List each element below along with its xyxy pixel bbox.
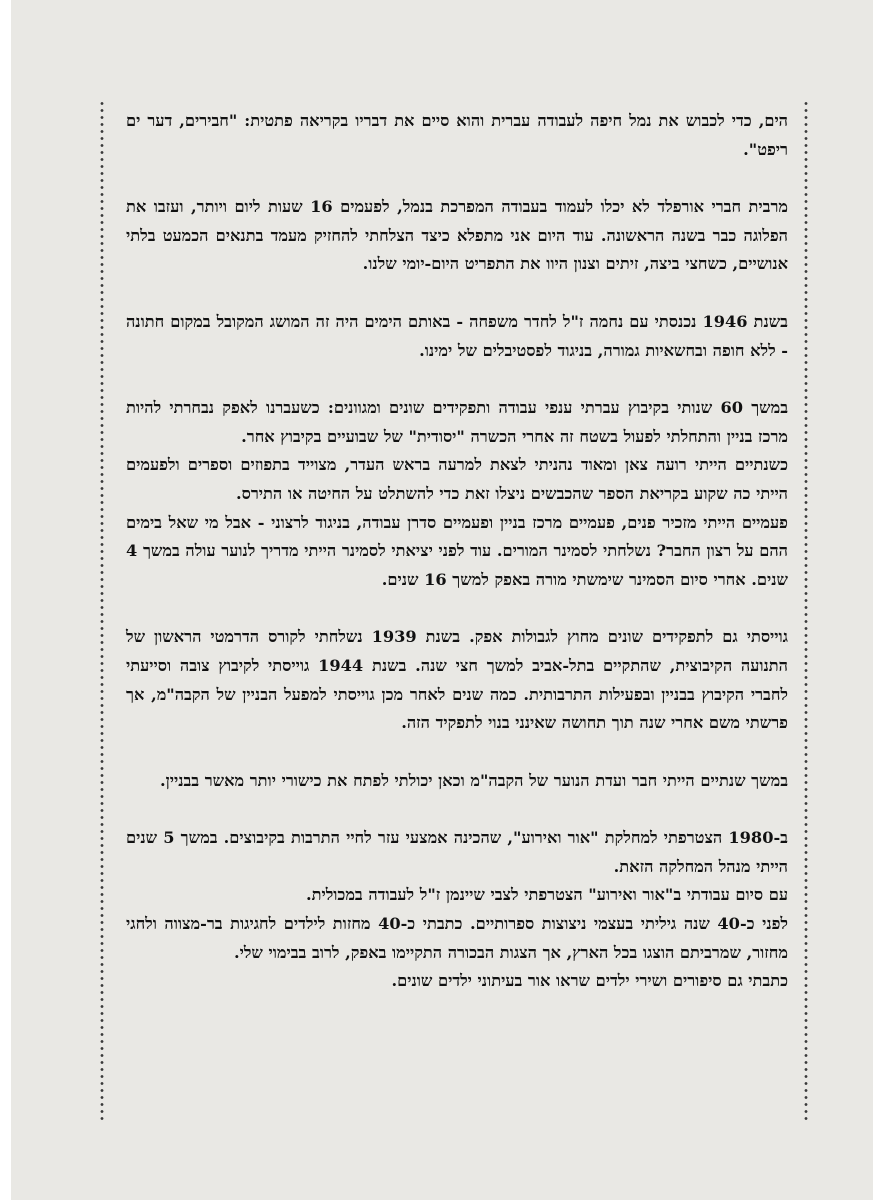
paper-sheet <box>11 0 873 1200</box>
paragraph: במשך שנתיים הייתי חבר ועדת הנוער של הקבה"מ וכאן יכולתי לפתח את כישורי יותר מאשר בבניין. <box>159 770 788 790</box>
paragraph: לפני כ-40 שנה גיליתי בעצמי ניצוצות ספרותיים. כתבתי כ-40 מחזות לילדים לחגיגות בר-מצווה ולחגי מחזור, שמרביתם הוצגו בכל הארץ, אך הצגות הבכורה התקיימו באפק, לרוב בבימוי שלי. <box>126 914 788 962</box>
paragraph: ב-1980 הצטרפתי למחלקת "אור ואירוע", שהכינה אמצעי עזר לחיי התרבות בקיבוצים. במשך 5 שנים הייתי מנהל המחלקה הזאת. <box>126 828 788 876</box>
decorative-dotted-border-left <box>99 100 105 1120</box>
paragraph: כתבתי גם סיפורים ושירי ילדים שראו אור בעיתוני ילדים שונים. <box>391 971 788 991</box>
paragraph-gap <box>126 795 788 824</box>
paragraph-gap <box>126 164 788 193</box>
paragraph: הים, כדי לכבוש את נמל חיפה לעבודה עברית והוא סיים את דבריו בקריאה פתטית: "חבירים, דער ים ריפט". <box>126 111 788 159</box>
paragraph: עם סיום עבודתי ב"אור ואירוע" הצטרפתי לצבי שיינמן ז"ל לעבודה במכולית. <box>305 885 788 905</box>
paragraph: כשנתיים הייתי רועה צאן ומאוד נהניתי לצאת למרעה בראש העדר, מצוייד בתפוזים וספרים ולפעמים הייתי כה שקוע בקריאת הספר שהכבשים ניצלו זאת כדי להשתלט על החיטה או התירס. <box>126 455 788 503</box>
paragraph: מרבית חברי אורפלד לא יכלו לעמוד בעבודה המפרכת בנמל, לפעמים 16 שעות ליום ויותר, ועזבו את הפלוגה כבר בשנה הראשונה. עוד היום אני מתפלא כיצד הצלחתי להחזיק מעמד בתנאים הכמעט בלתי אנושיים, כשחצי ביצה, זיתים וצנון היוו את התפריט היום-יומי שלנו. <box>126 197 789 274</box>
paragraph-gap <box>126 279 788 308</box>
paragraph: פעמיים הייתי מזכיר פנים, פעמיים מרכז בניין ופעמיים סדרן עבודה, בניגוד לרצוני - אבל מי שאל בימים ההם על רצון החבר? נשלחתי לסמינר המורים. עוד לפני יציאתי לסמינר הייתי מדריך לנוער עולה במשך 4 שנים. אחרי סיום הסמינר שימשתי מורה באפק למשך 16 שנים. <box>126 512 788 589</box>
paragraph-gap <box>126 738 788 767</box>
paragraph: גוייסתי גם לתפקידים שונים מחוץ לגבולות אפק. בשנת 1939 נשלחתי לקורס הדרמטי הראשון של התנועה הקיבוצית, שהתקיים בתל-אביב למשך חצי שנה. בשנת 1944 גוייסתי לקיבוץ צובה וסייעתי לחברי הקיבוץ בבניין ובפעילות התרבותית. כמה שנים לאחר מכן גוייסתי למפעל הבניין של הקבה"מ, אך פרשתי משם אחרי שנה תוך תחושה שאינני בנוי לתפקיד הזה. <box>126 627 788 733</box>
paragraph: במשך 60 שנותי בקיבוץ עברתי ענפי עבודה ותפקידים שונים ומגוונים: כשעברנו לאפק נבחרתי להיות מרכז בניין והתחלתי לפעול בשטח זה אחרי הכשרה "יסודית" של שבועיים בקיבוץ אחר. <box>126 398 788 446</box>
paragraph-gap <box>126 365 788 394</box>
document-body <box>126 107 788 996</box>
paragraph: בשנת 1946 נכנסתי עם נחמה ז"ל לחדר משפחה - באותם הימים היה זה המושג המקובל במקום חתונה - ללא חופה ובחשאיות גמורה, בניגוד לפסטיבלים של ימינו. <box>126 311 788 360</box>
paragraph-gap <box>126 594 788 623</box>
decorative-dotted-border-right <box>803 100 809 1120</box>
